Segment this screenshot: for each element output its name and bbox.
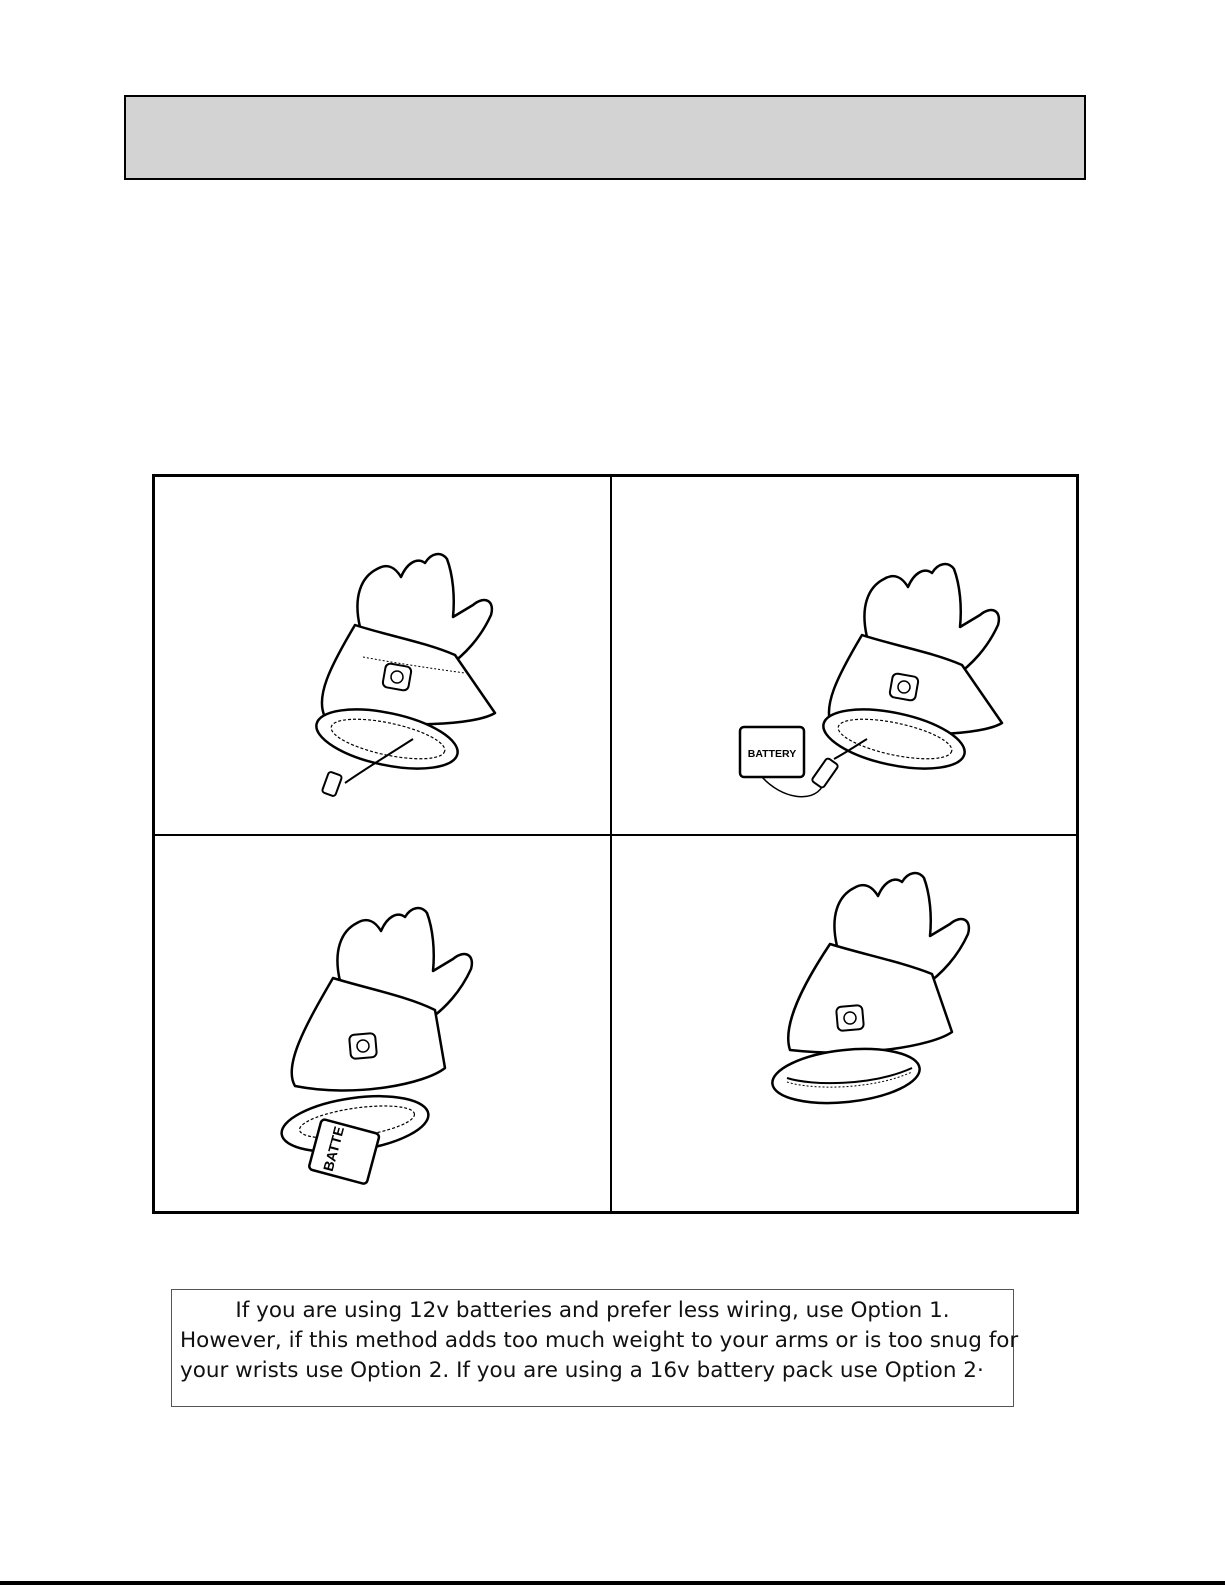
illustration-grid (152, 474, 1079, 1214)
header-band (124, 95, 1086, 180)
glove-zipped-illustration (612, 836, 1077, 1214)
battery-label: BATTERY (747, 748, 797, 760)
glove-battery-wired-illustration (612, 477, 1077, 834)
panel-glove-battery-wired (612, 477, 1077, 834)
bottom-rule (0, 1581, 1225, 1585)
glove-connector-illustration (155, 477, 610, 834)
panel-glove-battery-pocket (155, 836, 610, 1214)
instruction-note (171, 1289, 1019, 1407)
panel-glove-zipped (612, 836, 1077, 1214)
note-line-2: However, if this method adds too much weight to your arms or is too snug for (180, 1328, 1019, 1353)
note-line-3: your wrists use Option 2. If you are using a 16v battery pack use Option 2· (180, 1358, 984, 1383)
panel-glove-connector (155, 477, 610, 834)
note-line-1: If you are using 12v batteries and prefer less wiring, use Option 1. (235, 1298, 950, 1323)
battery-pocket-label: BATTE (319, 1124, 348, 1173)
glove-battery-pocket-illustration (155, 836, 610, 1214)
